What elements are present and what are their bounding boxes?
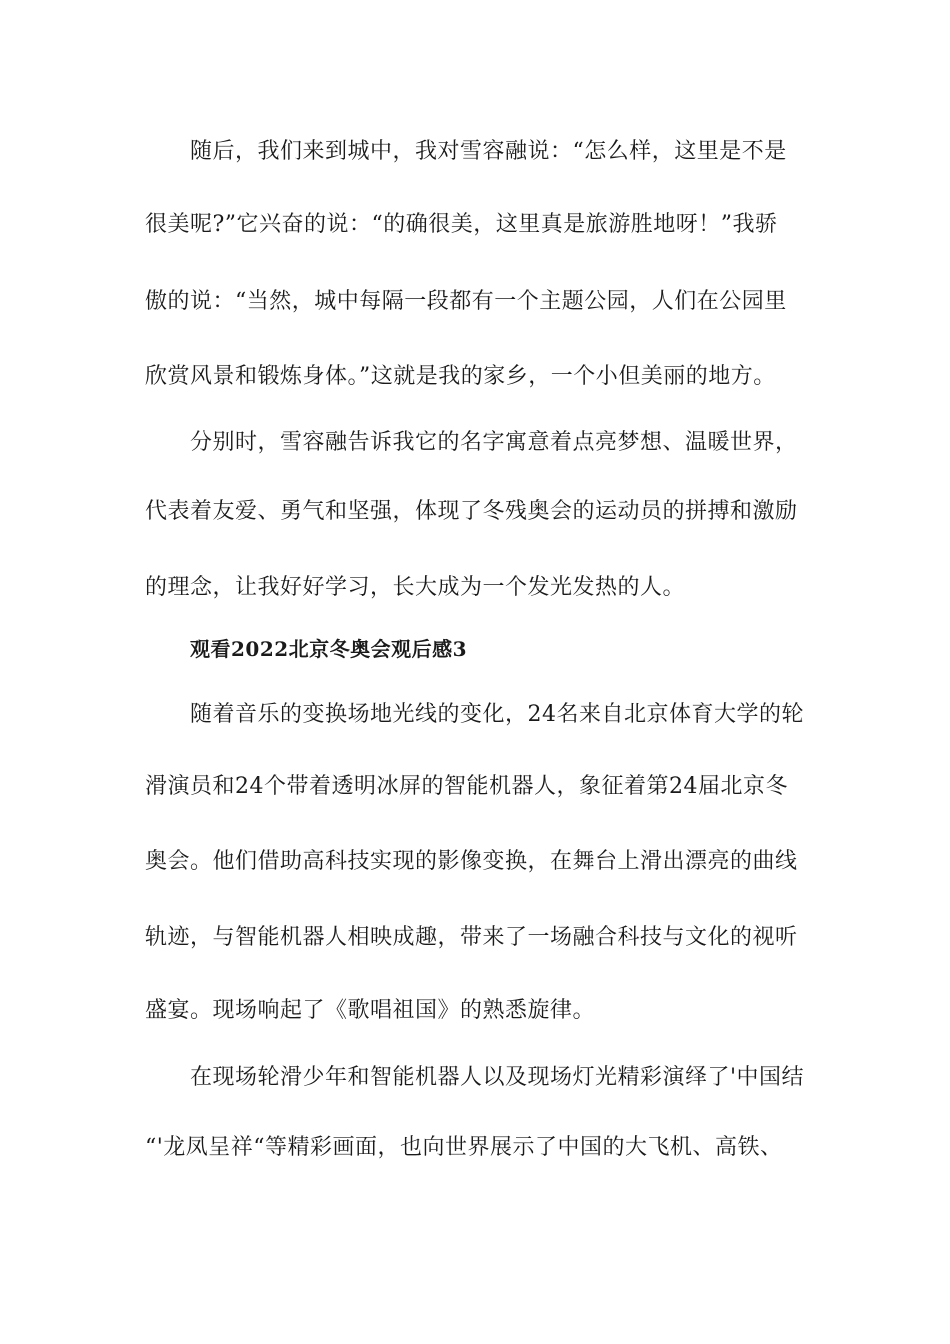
paragraph-line: 欣赏风景和锻炼身体。”这就是我的家乡，一个小但美丽的地方。	[145, 364, 776, 389]
paragraph-line: 分别时，雪容融告诉我它的名字寓意着点亮梦想、温暖世界，	[190, 430, 798, 455]
paragraph-line: 盛宴。现场响起了《歌唱祖国》的熟悉旋律。	[145, 998, 596, 1023]
paragraph-line: 随后，我们来到城中，我对雪容融说：“怎么样，这里是不是	[190, 139, 787, 164]
paragraph-line: 滑演员和24个带着透明冰屏的智能机器人，象征着第24届北京冬	[145, 774, 788, 799]
paragraph-line: 代表着友爱、勇气和坚强，体现了冬残奥会的运动员的拼搏和激励	[145, 499, 798, 524]
paragraph-line: 的理念，让我好好学习，长大成为一个发光发热的人。	[145, 575, 686, 600]
paragraph-line: 在现场轮滑少年和智能机器人以及现场灯光精彩演绎了'中国结	[190, 1065, 805, 1090]
paragraph-line: 轨迹，与智能机器人相映成趣，带来了一场融合科技与文化的视听	[145, 925, 798, 950]
section-heading: 观看2022北京冬奥会观后感3	[190, 637, 468, 661]
paragraph-line: 很美呢?”它兴奋的说：“的确很美，这里真是旅游胜地呀！”我骄	[145, 212, 778, 237]
paragraph-line: 随着音乐的变换场地光线的变化，24名来自北京体育大学的轮	[190, 702, 804, 727]
paragraph-line: 奥会。他们借助高科技实现的影像变换，在舞台上滑出漂亮的曲线	[145, 849, 798, 874]
paragraph-line: “'龙凤呈祥“等精彩画面，也向世界展示了中国的大飞机、高铁、	[145, 1135, 783, 1160]
paragraph-line: 傲的说：“当然，城中每隔一段都有一个主题公园，人们在公园里	[145, 289, 787, 314]
